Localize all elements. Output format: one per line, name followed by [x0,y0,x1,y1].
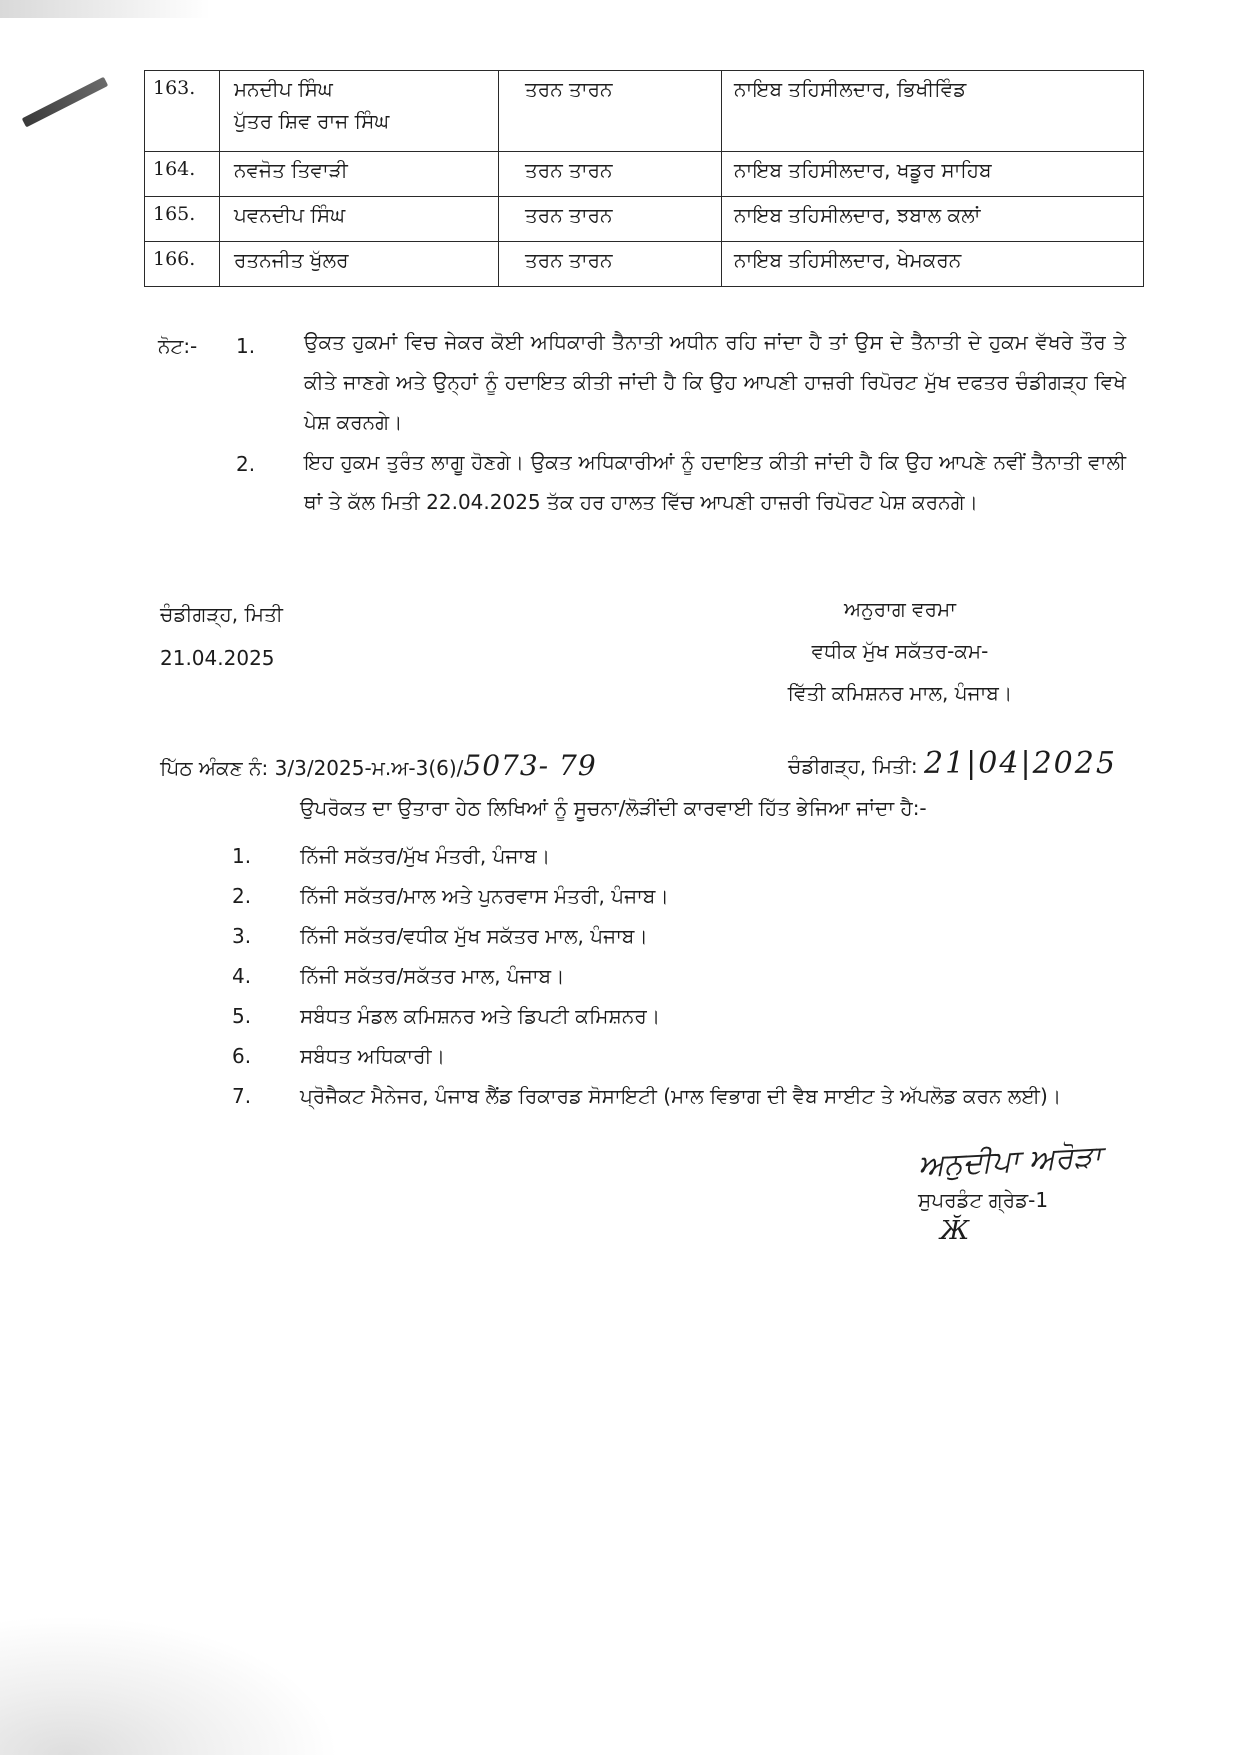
posting: ਨਾਇਬ ਤਹਿਸੀਲਦਾਰ, ਖਡੂਰ ਸਾਹਿਬ [722,152,1144,197]
serial-number: 166. [145,242,220,287]
issue-place: ਚੰਡੀਗੜ੍ਹ, ਮਿਤੀ [160,602,283,626]
initials-mark: Ӂ [940,1216,970,1246]
signatory-name: ਅਨੁਰਾਗ ਵਰਮਾ [844,597,956,621]
table-row [145,152,1144,197]
table-row [145,197,1144,242]
officer-name: ਨਵਜੋਤ ਤਿਵਾੜੀ [220,152,499,197]
scan-edge-artifact [22,77,109,128]
officer-name-line: ਮਨਦੀਪ ਸਿੰਘ [234,77,333,101]
scan-shadow-top [0,0,210,18]
list-item [232,1076,1132,1116]
signatory-designation: ਵਿੱਤੀ ਕਮਿਸ਼ਨਰ ਮਾਲ, ਪੰਜਾਬ। [787,681,1013,705]
endorsement-date-label: ਚੰਡੀਗੜ੍ਹ, ਮਿਤੀ: [788,754,918,778]
endorsement-label: ਪਿੱਠ ਅੰਕਣ ਨੰ: 3/3/2025-ਮ.ਅ-3(6)/ [160,756,464,780]
list-text: ਨਿੱਜੀ ਸਕੱਤਰ/ਮਾਲ ਅਤੇ ਪੁਨਰਵਾਸ ਮੰਤਰੀ, ਪੰਜਾਬ। [300,884,669,908]
endorsement-number [160,746,597,788]
list-number: 7. [232,1084,252,1108]
list-text: ਪ੍ਰੋਜੈਕਟ ਮੈਨੇਜਰ, ਪੰਜਾਬ ਲੈਂਡ ਰਿਕਾਰਡ ਸੋਸਾਇਟੀ (ਮਾਲ ਵਿਭਾਗ ਦੀ ਵੈਬ ਸਾਈਟ ਤੇ ਅੱਪਲੋਡ ਕਰਨ ਲਈ)। [300,1084,1062,1108]
district: ਤਰਨ ਤਾਰਨ [499,152,722,197]
district: ਤਰਨ ਤਾਰਨ [499,242,722,287]
note-label: ਨੋਟ:- [158,334,198,358]
table-row [145,242,1144,287]
list-number: 2. [232,884,252,908]
list-item [232,836,1132,876]
list-item [232,996,1132,1036]
scan-shadow-bottom [0,1615,340,1755]
signatory-block [740,588,1060,714]
signatory-designation: ਵਧੀਕ ਮੁੱਖ ਸਕੱਤਰ-ਕਮ- [811,639,989,663]
officer-name [220,71,499,152]
note-number: 1. [236,334,256,358]
recipient-list [232,836,1132,1116]
officer-name: ਰਤਨਜੀਤ ਖੁੱਲਰ [220,242,499,287]
officer-parentage: ਪੁੱਤਰ ਸ਼ਿਵ ਰਾਜ ਸਿੰਘ [234,109,390,133]
posting: ਨਾਇਬ ਤਹਿਸੀਲਦਾਰ, ਖੇਮਕਰਨ [722,242,1144,287]
endorsement-intro: ਉਪਰੋਕਤ ਦਾ ਉਤਾਰਾ ਹੇਠ ਲਿਖਿਆਂ ਨੂੰ ਸੂਚਨਾ/ਲੋੜੀਂਦੀ ਕਾਰਵਾਈ ਹਿੱਤ ਭੇਜਿਆ ਜਾਂਦਾ ਹੈ:- [300,796,927,820]
list-text: ਸਬੰਧਤ ਅਧਿਕਾਰੀ। [300,1044,446,1068]
district: ਤਰਨ ਤਾਰਨ [499,197,722,242]
district: ਤਰਨ ਤਾਰਨ [499,71,722,152]
list-number: 6. [232,1044,252,1068]
list-number: 3. [232,924,252,948]
endorsement-date [788,744,1117,786]
posting: ਨਾਇਬ ਤਹਿਸੀਲਦਾਰ, ਭਿਖੀਵਿੰਡ [722,71,1144,152]
list-number: 4. [232,964,252,988]
note-text: ਉਕਤ ਹੁਕਮਾਂ ਵਿਚ ਜੇਕਰ ਕੋਈ ਅਧਿਕਾਰੀ ਤੈਨਾਤੀ ਅਧੀਨ ਰਹਿ ਜਾਂਦਾ ਹੈ ਤਾਂ ਉਸ ਦੇ ਤੈਨਾਤੀ ਦੇ ਹੁਕਮ ਵੱਖਰੇ ਤੌਰ ਤੇ ਕੀਤੇ ਜਾਣਗੇ ਅਤੇ ਉਨ੍ਹਾਂ ਨੂੰ ਹਦਾਇਤ ਕੀਤੀ ਜਾਂਦੀ ਹੈ ਕਿ ਉਹ ਆਪਣੀ ਹਾਜ਼ਰੀ ਰਿਪੋਰਟ ਮੁੱਖ ਦਫਤਰ ਚੰਡੀਗੜ੍ਹ ਵਿਖੇ ਪੇਸ਼ ਕਰਨਗੇ। [304,330,1126,434]
list-text: ਸਬੰਧਤ ਮੰਡਲ ਕਮਿਸ਼ਨਰ ਅਤੇ ਡਿਪਟੀ ਕਮਿਸ਼ਨਰ। [300,1004,661,1028]
list-item [232,876,1132,916]
serial-number: 163. [145,71,220,152]
posting-table [144,70,1144,287]
handwritten-signature: ਅਨੁਦੀਪਾ ਅਰੋੜਾ [917,1139,1103,1184]
superintendent-title: ਸੁਪਰਡੰਟ ਗ੍ਰੇਡ-1 [918,1188,1049,1212]
serial-number: 165. [145,197,220,242]
handwritten-number: 5073- 79 [463,749,597,782]
note-number: 2. [236,452,256,476]
list-number: 1. [232,844,252,868]
list-item [232,916,1132,956]
list-item [232,1036,1132,1076]
table-row [145,71,1144,152]
posting: ਨਾਇਬ ਤਹਿਸੀਲਦਾਰ, ਝਬਾਲ ਕਲਾਂ [722,197,1144,242]
list-number: 5. [232,1004,252,1028]
list-text: ਨਿੱਜੀ ਸਕੱਤਰ/ਮੁੱਖ ਮੰਤਰੀ, ਪੰਜਾਬ। [300,844,551,868]
handwritten-date: 21|04|2025 [924,746,1117,781]
issue-date: 21.04.2025 [160,646,275,670]
list-text: ਨਿੱਜੀ ਸਕੱਤਰ/ਸਕੱਤਰ ਮਾਲ, ਪੰਜਾਬ। [300,964,565,988]
note-text: ਇਹ ਹੁਕਮ ਤੁਰੰਤ ਲਾਗੂ ਹੋਣਗੇ। ਉਕਤ ਅਧਿਕਾਰੀਆਂ ਨੂੰ ਹਦਾਇਤ ਕੀਤੀ ਜਾਂਦੀ ਹੈ ਕਿ ਉਹ ਆਪਣੇ ਨਵੀਂ ਤੈਨਾਤੀ ਵਾਲੀ ਥਾਂ ਤੇ ਕੱਲ ਮਿਤੀ 22.04.2025 ਤੱਕ ਹਰ ਹਾਲਤ ਵਿੱਚ ਆਪਣੀ ਹਾਜ਼ਰੀ ਰਿਪੋਰਟ ਪੇਸ਼ ਕਰਨਗੇ। [304,450,1126,514]
officer-name: ਪਵਨਦੀਪ ਸਿੰਘ [220,197,499,242]
list-item [232,956,1132,996]
serial-number: 164. [145,152,220,197]
list-text: ਨਿੱਜੀ ਸਕੱਤਰ/ਵਧੀਕ ਮੁੱਖ ਸਕੱਤਰ ਮਾਲ, ਪੰਜਾਬ। [300,924,648,948]
